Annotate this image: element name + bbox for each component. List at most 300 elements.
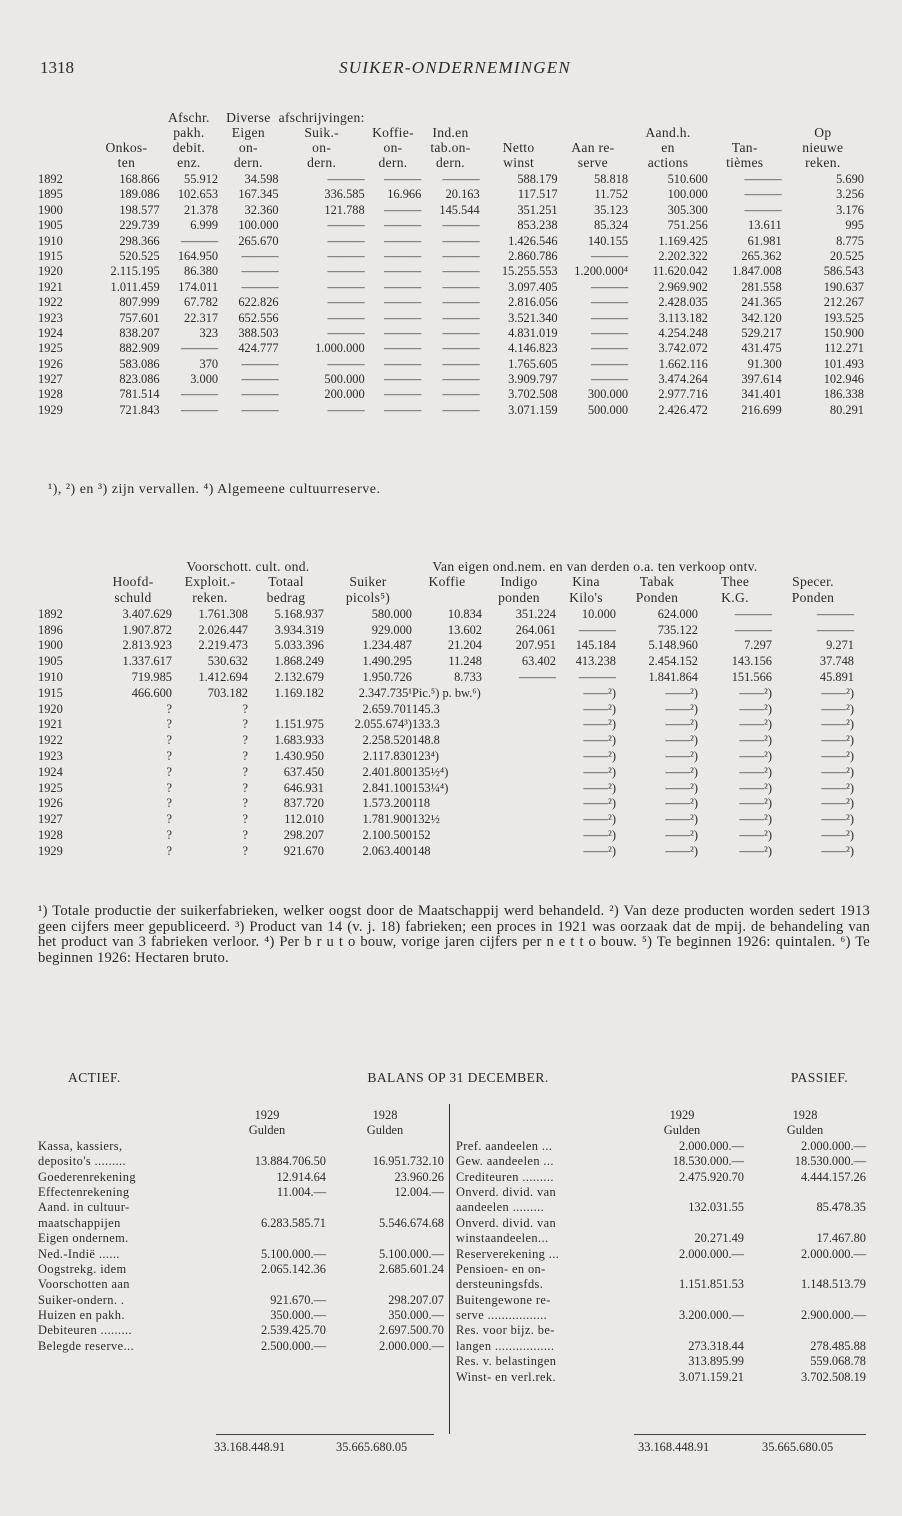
table-cell: ? bbox=[242, 764, 248, 779]
table-cell: reken. bbox=[192, 589, 228, 605]
table-cell bbox=[628, 110, 708, 125]
table-cell: ——²) bbox=[739, 796, 772, 811]
balance-value: 2.065.142.36 bbox=[260, 1261, 326, 1276]
table-cell: 100.000 bbox=[238, 218, 279, 233]
table-cell bbox=[854, 589, 866, 605]
balance-label bbox=[38, 1121, 208, 1136]
table-cell: 101.493 bbox=[823, 356, 864, 371]
table-cell: ——²) bbox=[665, 717, 698, 732]
table-cell: 431.475 bbox=[741, 341, 782, 356]
balance-value bbox=[744, 1321, 866, 1336]
table-cell: 145.3 bbox=[412, 701, 440, 716]
balance-value: 2.500.000.— bbox=[260, 1338, 326, 1353]
table-cell: 198.577 bbox=[119, 202, 160, 217]
table-cell: 2.454.152 bbox=[648, 654, 698, 669]
table-cell: ——²) bbox=[583, 812, 616, 827]
table-cell: 148 bbox=[412, 843, 431, 858]
table-cell: 143.156 bbox=[731, 654, 772, 669]
balance-row bbox=[38, 1152, 444, 1167]
table-cell: Exploit.- bbox=[184, 574, 236, 590]
table-cell: 1921 bbox=[38, 717, 63, 732]
table-row bbox=[38, 778, 866, 794]
balance-label: Effectenrekening bbox=[38, 1184, 130, 1199]
balance-value bbox=[208, 1137, 326, 1152]
table-cell: 1.426.546 bbox=[508, 233, 558, 248]
balance-label: Eigen ondernem. bbox=[38, 1231, 129, 1246]
table-cell: 4.254.248 bbox=[658, 325, 708, 340]
table-cell: ? bbox=[166, 733, 172, 748]
table-cell: 2.100.500 bbox=[362, 828, 412, 843]
table-cell: ——— bbox=[442, 387, 480, 402]
table2-footnotes: ¹) Totale productie der suikerfabrieken, welker oogst door de Maatschappij werd behandeld. ²) Van deze producten worden sedert 1913 geen cijfers meer gepubliceerd. ³) Product van 14 (v. j. 18) fabrieken; een proces in 1921 was oorzaak dat de mpij. de behandeling van het product van 3 fabrieken verloor. ⁴) Per b r u t o bouw, vorige jaren cijfers per n e t t o bouw. ⁵) Te beginnen 1926: quintalen. ⁶) Te beginnen 1926: Hectaren bruto. bbox=[38, 903, 870, 966]
table-cell: ——²) bbox=[821, 749, 854, 764]
table-cell: 1928 bbox=[38, 828, 63, 843]
table-cell: 1915 bbox=[38, 685, 63, 700]
table-cell: 1.662.116 bbox=[658, 356, 708, 371]
table-cell: 1925 bbox=[38, 780, 63, 795]
table-cell: 719.985 bbox=[131, 670, 172, 685]
table-cell: Ind.en bbox=[432, 125, 469, 141]
balance-value: 1.148.513.79 bbox=[800, 1277, 866, 1292]
table-cell bbox=[38, 125, 93, 140]
balance-row bbox=[38, 1337, 444, 1352]
balance-passiva-table bbox=[456, 1106, 866, 1383]
table-cell: 2.426.472 bbox=[658, 402, 708, 417]
table-cell: 63.402 bbox=[521, 654, 556, 669]
table-cell: Koffie bbox=[428, 574, 466, 590]
balance-row bbox=[456, 1291, 866, 1306]
balance-row bbox=[38, 1183, 444, 1198]
table-cell: 1.761.308 bbox=[198, 606, 248, 621]
table-row bbox=[38, 683, 866, 699]
balance-label: serve ................. bbox=[456, 1308, 548, 1323]
header-row bbox=[38, 589, 866, 605]
balance-label: Suiker-ondern. . bbox=[38, 1292, 125, 1307]
table-cell: 2.977.716 bbox=[658, 387, 708, 402]
table-cell: 186.338 bbox=[823, 387, 864, 402]
balance-heading bbox=[68, 1070, 848, 1088]
balance-value: 23.960.26 bbox=[394, 1169, 444, 1184]
table-cell: ? bbox=[166, 717, 172, 732]
table-cell: ——— bbox=[734, 622, 772, 637]
table-cell: 212.267 bbox=[823, 295, 864, 310]
table-cell: 100.000 bbox=[667, 187, 708, 202]
balance-value bbox=[208, 1229, 326, 1244]
table-row bbox=[38, 605, 866, 621]
table-cell: 3.702.508 bbox=[508, 387, 558, 402]
balance-label: Belegde reserve... bbox=[38, 1338, 134, 1353]
table-cell: 20.525 bbox=[829, 248, 864, 263]
table-cell: 67.782 bbox=[184, 295, 219, 310]
table-cell: ——— bbox=[442, 310, 480, 325]
balance-value: 1928 bbox=[792, 1107, 818, 1122]
table-cell: 2.055.674³) bbox=[354, 717, 412, 732]
table-cell: 2.219.473 bbox=[198, 638, 248, 653]
header-row bbox=[38, 155, 864, 170]
table-cell: ——²) bbox=[665, 749, 698, 764]
table-cell: ——²) bbox=[583, 796, 616, 811]
table-cell: 388.503 bbox=[238, 325, 279, 340]
table-cell: ——— bbox=[180, 402, 219, 417]
balance-label: Onverd. divid. van bbox=[456, 1215, 557, 1230]
table-cell: 1900 bbox=[38, 202, 63, 217]
table-cell: Aand.h. bbox=[645, 125, 691, 141]
table-cell: ——²) bbox=[665, 828, 698, 843]
table-cell: Voorschott. cult. ond. bbox=[186, 558, 310, 574]
table-cell: 837.720 bbox=[283, 796, 324, 811]
table-cell: ? bbox=[242, 733, 248, 748]
table-cell: 13.611 bbox=[748, 218, 782, 233]
table-cell: ——— bbox=[442, 248, 480, 263]
table-row bbox=[38, 185, 864, 200]
table-cell: ——— bbox=[590, 341, 629, 356]
balance-label: Debiteuren ......... bbox=[38, 1323, 133, 1338]
table-cell: 1.169.425 bbox=[658, 233, 708, 248]
balance-value: 16.951.732.10 bbox=[372, 1154, 444, 1169]
table-cell: ——²) bbox=[739, 828, 772, 843]
balance-row bbox=[38, 1198, 444, 1213]
table-cell: 882.909 bbox=[119, 341, 160, 356]
table-cell: ——— bbox=[578, 622, 616, 637]
table-cell: 2.115.195 bbox=[110, 264, 160, 279]
table-cell: ——²) bbox=[583, 717, 616, 732]
table-cell: ——²) bbox=[821, 685, 854, 700]
table-cell: dern. bbox=[435, 155, 466, 171]
table-cell: 153¼⁴) bbox=[412, 780, 449, 795]
balance-activa-table bbox=[38, 1106, 444, 1352]
balance-label bbox=[456, 1106, 620, 1121]
balance-label: dersteuningsfds. bbox=[456, 1277, 544, 1292]
table-cell: 5.148.960 bbox=[648, 638, 698, 653]
activa-total-1928: 35.665.680.05 bbox=[336, 1440, 408, 1454]
table-cell: 500.000 bbox=[324, 372, 365, 387]
table-cell: 2.816.056 bbox=[508, 295, 558, 310]
table-cell: 123⁴) bbox=[412, 749, 440, 764]
balance-row bbox=[38, 1229, 444, 1244]
financial-results-table bbox=[38, 110, 864, 416]
table-cell: ——²) bbox=[583, 764, 616, 779]
table-cell: winst bbox=[503, 155, 535, 171]
table-cell: 21.204 bbox=[447, 638, 482, 653]
table-cell: 265.362 bbox=[741, 248, 782, 263]
table-cell: ——— bbox=[241, 264, 279, 279]
table-cell: 1.200.000⁴ bbox=[574, 264, 629, 279]
table-cell: ——— bbox=[384, 372, 422, 387]
table-cell: 1.573.200 bbox=[362, 796, 412, 811]
table-cell: ——— bbox=[327, 264, 365, 279]
table-cell: dern. bbox=[378, 155, 408, 171]
table-row bbox=[38, 826, 866, 842]
table-cell: 351.224 bbox=[515, 606, 556, 621]
table-cell: 1.907.872 bbox=[122, 622, 172, 637]
table-row bbox=[38, 747, 866, 763]
table-cell: ——²) bbox=[665, 796, 698, 811]
table-cell: afschrijvingen: bbox=[278, 110, 365, 126]
table-row bbox=[38, 385, 864, 400]
table-cell: 2.841.100 bbox=[362, 780, 412, 795]
table-row bbox=[38, 293, 864, 308]
table-cell: 2.026.447 bbox=[198, 622, 248, 637]
table-cell: 1.683.933 bbox=[274, 733, 324, 748]
table-cell: ——— bbox=[327, 171, 365, 186]
table-cell: ——— bbox=[744, 171, 782, 186]
table-cell: ——— bbox=[327, 218, 365, 233]
table-cell: 520.525 bbox=[119, 248, 160, 263]
table-cell: 1.765.605 bbox=[508, 356, 558, 371]
table-cell: 1905 bbox=[38, 218, 63, 233]
balance-row bbox=[456, 1352, 866, 1367]
table-cell: 102.946 bbox=[823, 372, 864, 387]
table-row bbox=[38, 170, 864, 185]
table-cell: 135½⁴) bbox=[412, 764, 449, 779]
balance-value: 3.702.508.19 bbox=[800, 1369, 866, 1384]
table-row bbox=[38, 370, 864, 385]
table-cell: Eigen bbox=[231, 125, 265, 141]
balance-title: BALANS OP 31 DECEMBER. bbox=[367, 1070, 549, 1085]
table-cell: 91.300 bbox=[747, 356, 782, 371]
table-cell: 1.011.459 bbox=[110, 279, 160, 294]
table-cell: 151.566 bbox=[731, 670, 772, 685]
balance-label: Pensioen- en on- bbox=[456, 1261, 546, 1276]
table-cell: 995 bbox=[845, 218, 864, 233]
balance-value: 5.546.674.68 bbox=[378, 1215, 444, 1230]
table-cell: 757.601 bbox=[119, 310, 160, 325]
table-cell: 1920 bbox=[38, 264, 63, 279]
balance-value: 5.100.000.— bbox=[260, 1246, 326, 1261]
balance-value bbox=[620, 1260, 744, 1275]
page-number: 1318 bbox=[40, 58, 74, 77]
balance-label: Goederenrekening bbox=[38, 1169, 136, 1184]
balance-passiva-title: PASSIEF. bbox=[790, 1070, 848, 1085]
table-cell: 11.620.042 bbox=[652, 264, 708, 279]
table-cell: ——— bbox=[241, 402, 279, 417]
activa-total-1929: 33.168.448.91 bbox=[214, 1440, 286, 1454]
table-cell: 838.207 bbox=[119, 325, 160, 340]
table-cell: ——— bbox=[384, 310, 422, 325]
header-row bbox=[38, 574, 866, 590]
balance-label: Res. voor bijz. be- bbox=[456, 1323, 555, 1338]
table-cell: 200.000 bbox=[324, 387, 365, 402]
table-cell: dern. bbox=[233, 155, 263, 171]
balance-value bbox=[744, 1183, 866, 1198]
balance-value: Gulden bbox=[786, 1123, 824, 1138]
table-cell: 529.217 bbox=[741, 325, 782, 340]
table-cell: 58.818 bbox=[594, 171, 629, 186]
table-cell: ——— bbox=[384, 218, 422, 233]
balance-label: Reserverekening ... bbox=[456, 1246, 560, 1261]
table-cell: 298.366 bbox=[119, 233, 160, 248]
balance-value bbox=[208, 1275, 326, 1290]
table-cell: 424.777 bbox=[238, 341, 279, 356]
passiva-total-1929: 33.168.448.91 bbox=[638, 1440, 710, 1454]
table-cell: 1929 bbox=[38, 402, 63, 417]
table-cell: Suiker bbox=[349, 574, 387, 590]
table-cell: 112.010 bbox=[284, 812, 324, 827]
balance-row bbox=[38, 1245, 444, 1260]
table-cell: ——— bbox=[384, 402, 422, 417]
table-cell: ——— bbox=[241, 356, 279, 371]
table-cell: 148.8 bbox=[412, 733, 440, 748]
table-row bbox=[38, 278, 864, 293]
table-cell: Op bbox=[814, 125, 832, 141]
balance-value: 2.475.920.70 bbox=[678, 1169, 744, 1184]
table-cell: 140.155 bbox=[587, 233, 629, 248]
table-cell: 1.412.694 bbox=[198, 670, 248, 685]
table-cell: debit. bbox=[172, 140, 206, 156]
table-cell: 152 bbox=[412, 828, 431, 843]
table-cell: 174.011 bbox=[178, 279, 219, 294]
table-cell: 3.407.629 bbox=[122, 606, 172, 621]
balance-row bbox=[456, 1275, 866, 1290]
balance-row bbox=[456, 1321, 866, 1336]
balance-value: 1929 bbox=[254, 1107, 280, 1122]
page-header bbox=[40, 58, 870, 84]
table-cell: 413.238 bbox=[575, 654, 616, 669]
table-cell: picols⁵) bbox=[345, 589, 391, 605]
table-cell: Suik.- bbox=[304, 125, 339, 141]
table-cell: 3.097.405 bbox=[508, 279, 558, 294]
table-cell: 229.739 bbox=[119, 218, 160, 233]
table-cell: 5.033.396 bbox=[274, 638, 324, 653]
table-cell: ——²) bbox=[739, 812, 772, 827]
table-cell: 117.517 bbox=[517, 187, 558, 202]
table-cell: 2.860.786 bbox=[508, 248, 558, 263]
balance-value: 2.539.425.70 bbox=[260, 1323, 326, 1338]
table-cell: ——²) bbox=[665, 701, 698, 716]
table-cell: ? bbox=[166, 828, 172, 843]
table-cell: ——— bbox=[590, 248, 629, 263]
balance-label: Ned.-Indië ...... bbox=[38, 1246, 120, 1261]
table-cell: 1922 bbox=[38, 733, 63, 748]
table-row bbox=[38, 715, 866, 731]
table-cell: 132½ bbox=[412, 812, 440, 827]
table-cell: 622.826 bbox=[238, 295, 279, 310]
table-cell: 586.543 bbox=[823, 264, 864, 279]
table-cell: ——— bbox=[442, 218, 480, 233]
table-cell: 351.251 bbox=[517, 202, 558, 217]
table-cell: K.G. bbox=[721, 589, 749, 605]
table-cell: 167.345 bbox=[238, 187, 279, 202]
balance-value: Gulden bbox=[248, 1123, 286, 1138]
table-cell: 3.474.264 bbox=[658, 372, 708, 387]
table-cell: ——²) bbox=[665, 685, 698, 700]
table-cell: ——— bbox=[384, 202, 422, 217]
balance-label: aandeelen ......... bbox=[456, 1200, 545, 1215]
table-cell: ——— bbox=[442, 402, 480, 417]
table-cell: en bbox=[661, 140, 675, 156]
table-cell: 1910 bbox=[38, 670, 63, 685]
balance-row bbox=[456, 1368, 866, 1383]
balance-row bbox=[456, 1183, 866, 1198]
running-title: SUIKER-ONDERNEMINGEN bbox=[339, 58, 571, 77]
table-cell: ——²) bbox=[821, 843, 854, 858]
table-row bbox=[38, 247, 864, 262]
balance-row bbox=[38, 1291, 444, 1306]
table-cell: ——— bbox=[384, 233, 422, 248]
balance-value: 11.004.— bbox=[276, 1184, 326, 1199]
table-cell: 1924 bbox=[38, 325, 63, 340]
table-cell: Aan re- bbox=[571, 140, 615, 156]
balance-row bbox=[456, 1214, 866, 1229]
table-cell: Indigo bbox=[500, 574, 538, 590]
table-cell: ——— bbox=[590, 279, 629, 294]
balance-row bbox=[456, 1137, 866, 1152]
balance-header-row bbox=[38, 1121, 444, 1136]
table-cell: Van eigen ond.nem. en van derden o.a. ten verkoop ontv. bbox=[432, 558, 758, 574]
table-cell: 190.637 bbox=[823, 279, 864, 294]
table-cell: ——— bbox=[327, 310, 365, 325]
table-cell: 7.297 bbox=[744, 638, 772, 653]
table-row bbox=[38, 620, 866, 636]
table-cell: 241.365 bbox=[741, 295, 782, 310]
table-cell: on- bbox=[312, 140, 332, 156]
table-cell: Netto bbox=[502, 140, 535, 156]
table-cell: 150.900 bbox=[823, 325, 864, 340]
table-cell: 637.450 bbox=[283, 764, 324, 779]
balance-value: 12.914.64 bbox=[276, 1169, 326, 1184]
balance-row bbox=[38, 1137, 444, 1152]
balance-row bbox=[456, 1229, 866, 1244]
table-cell: 32.360 bbox=[244, 202, 279, 217]
table-cell: ——— bbox=[442, 325, 480, 340]
table-cell: 530.632 bbox=[207, 654, 248, 669]
table-cell: 4.146.823 bbox=[508, 341, 558, 356]
table-row bbox=[38, 216, 864, 231]
table-cell: 397.614 bbox=[741, 372, 782, 387]
table-cell: ——— bbox=[241, 248, 279, 263]
table-cell: Specer. bbox=[792, 574, 834, 590]
table-cell: Kina bbox=[572, 574, 600, 590]
balance-value: 17.467.80 bbox=[816, 1231, 866, 1246]
table-cell: ——— bbox=[384, 356, 422, 371]
table-cell: ——— bbox=[442, 233, 480, 248]
table-cell: 207.951 bbox=[515, 638, 556, 653]
table-cell: 2.969.902 bbox=[658, 279, 708, 294]
table-cell: 735.122 bbox=[657, 622, 698, 637]
table-cell: 3.256 bbox=[836, 187, 864, 202]
table-cell: ——²) bbox=[821, 764, 854, 779]
table-cell: 300.000 bbox=[587, 387, 629, 402]
table-cell bbox=[480, 125, 558, 140]
table-cell: ——²) bbox=[739, 733, 772, 748]
table-cell: 22.317 bbox=[184, 310, 219, 325]
table-cell: 10.000 bbox=[581, 606, 616, 621]
table-row bbox=[38, 401, 864, 416]
table-cell: 1.000.000 bbox=[315, 341, 365, 356]
table-cell: ——— bbox=[384, 264, 422, 279]
table-cell: actions bbox=[647, 155, 689, 171]
table-cell: 2.117.830 bbox=[362, 749, 412, 764]
table-cell: ——— bbox=[384, 341, 422, 356]
table-cell: 2.659.701 bbox=[362, 701, 412, 716]
balance-value: 1929 bbox=[669, 1107, 695, 1122]
balance-value: 2.000.000.— bbox=[800, 1246, 866, 1261]
balance-value: 350.000.— bbox=[270, 1308, 326, 1323]
table-cell bbox=[708, 125, 782, 140]
table-cell: ——— bbox=[241, 387, 279, 402]
table-cell: ——²) bbox=[821, 780, 854, 795]
table-row bbox=[38, 324, 864, 339]
table-cell: 2.401.800 bbox=[362, 764, 412, 779]
table-cell bbox=[365, 110, 422, 125]
table-cell: ——²) bbox=[739, 780, 772, 795]
balance-value: 18.530.000.— bbox=[794, 1154, 866, 1169]
table-cell: 13.602 bbox=[447, 622, 482, 637]
table-cell: 86.380 bbox=[184, 264, 219, 279]
table-cell: 1905 bbox=[38, 654, 63, 669]
table-cell: 1.950.726 bbox=[362, 670, 412, 685]
table-cell: 1895 bbox=[38, 187, 63, 202]
